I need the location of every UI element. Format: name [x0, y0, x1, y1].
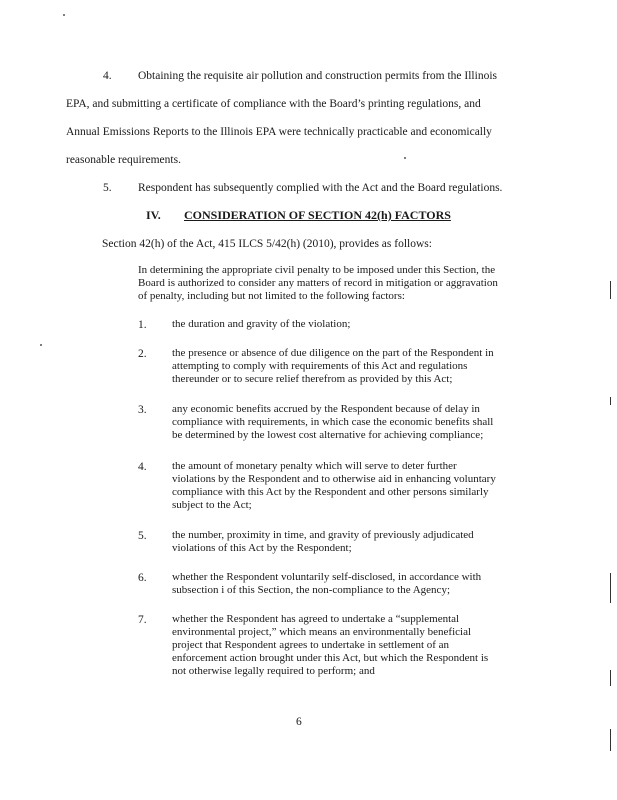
para4-line-2: EPA, and submitting a certificate of compliance with the Board’s printing regulations, and [66, 98, 481, 110]
para4-line-4: reasonable requirements. [66, 154, 181, 166]
para5-number: 5. [103, 182, 112, 194]
factor-3-line: any economic benefits accrued by the Respondent because of delay in [172, 403, 480, 415]
factor-4-line: subject to the Act; [172, 499, 252, 511]
quote-line-1: In determining the appropriate civil penalty to be imposed under this Section, the [138, 264, 496, 276]
factor-1-text [172, 318, 350, 331]
section-intro: Section 42(h) of the Act, 415 ILCS 5/42(h) (2010), provides as follows: [102, 238, 432, 250]
statute-quote [138, 264, 498, 303]
quote-line-2: Board is authorized to consider any matters of record in mitigation or aggravation [138, 277, 498, 289]
margin-change-bar [610, 397, 611, 405]
factor-2-line: the presence or absence of due diligence on the part of the Respondent in [172, 347, 494, 359]
factor-3-line: compliance with requirements, in which case the economic benefits shall [172, 416, 494, 428]
factor-7-line: whether the Respondent has agreed to undertake a “supplemental [172, 613, 460, 625]
para4-number: 4. [103, 70, 112, 82]
para4-line-1: Obtaining the requisite air pollution and construction permits from the Illinois [138, 70, 497, 82]
factor-7-line: environmental project,” which means an environmentally beneficial [172, 626, 472, 638]
factor-7-line: not otherwise legally required to perform; and [172, 665, 375, 677]
scan-speck [404, 157, 406, 159]
factor-5-text [172, 529, 474, 555]
page-number: 6 [296, 716, 302, 728]
factor-4-line: the amount of monetary penalty which will serve to deter further [172, 460, 457, 472]
factor-1-line: the duration and gravity of the violation; [172, 318, 351, 330]
factor-5-line: the number, proximity in time, and gravity of previously adjudicated [172, 529, 474, 541]
factor-5-line: violations of this Act by the Respondent; [172, 542, 352, 554]
section-title: CONSIDERATION OF SECTION 42(h) FACTORS [184, 208, 451, 222]
factor-2-text [172, 347, 494, 386]
factor-3-number: 3. [138, 404, 147, 416]
margin-change-bar [610, 729, 611, 751]
factor-1-number: 1. [138, 319, 147, 331]
factor-5-number: 5. [138, 530, 147, 542]
factor-6-number: 6. [138, 572, 147, 584]
margin-change-bar [610, 573, 611, 603]
factor-2-line: attempting to comply with requirements of this Act and regulations [172, 360, 468, 372]
factor-7-line: enforcement action brought under this Act, but which the Respondent is [172, 652, 489, 664]
factor-6-line: whether the Respondent voluntarily self-disclosed, in accordance with [172, 571, 482, 583]
factor-7-text [172, 613, 488, 678]
scan-speck [40, 344, 42, 346]
para4-line-3: Annual Emissions Reports to the Illinois EPA were technically practicable and economically [66, 126, 492, 138]
factor-6-line: subsection i of this Section, the non-compliance to the Agency; [172, 584, 450, 596]
para5-text: Respondent has subsequently complied with the Act and the Board regulations. [138, 182, 503, 194]
scan-speck [63, 14, 65, 16]
factor-4-text [172, 460, 496, 512]
factor-4-line: violations by the Respondent and to otherwise aid in enhancing voluntary [172, 473, 496, 485]
factor-6-text [172, 571, 481, 597]
factor-4-number: 4. [138, 461, 147, 473]
quote-line-3: of penalty, including but not limited to the following factors: [138, 290, 405, 302]
factor-4-line: compliance with this Act by the Respondent and other persons similarly [172, 486, 489, 498]
factor-2-number: 2. [138, 348, 147, 360]
factor-2-line: thereunder or to secure relief therefrom as provided by this Act; [172, 373, 453, 385]
factor-3-text [172, 403, 493, 442]
section-number: IV. [146, 208, 161, 222]
factor-7-line: project that Respondent agrees to undertake in settlement of an [172, 639, 450, 651]
factor-7-number: 7. [138, 614, 147, 626]
factor-3-line: be determined by the lowest cost alternative for achieving compliance; [172, 429, 484, 441]
margin-change-bar [610, 670, 611, 686]
margin-change-bar [610, 281, 611, 299]
